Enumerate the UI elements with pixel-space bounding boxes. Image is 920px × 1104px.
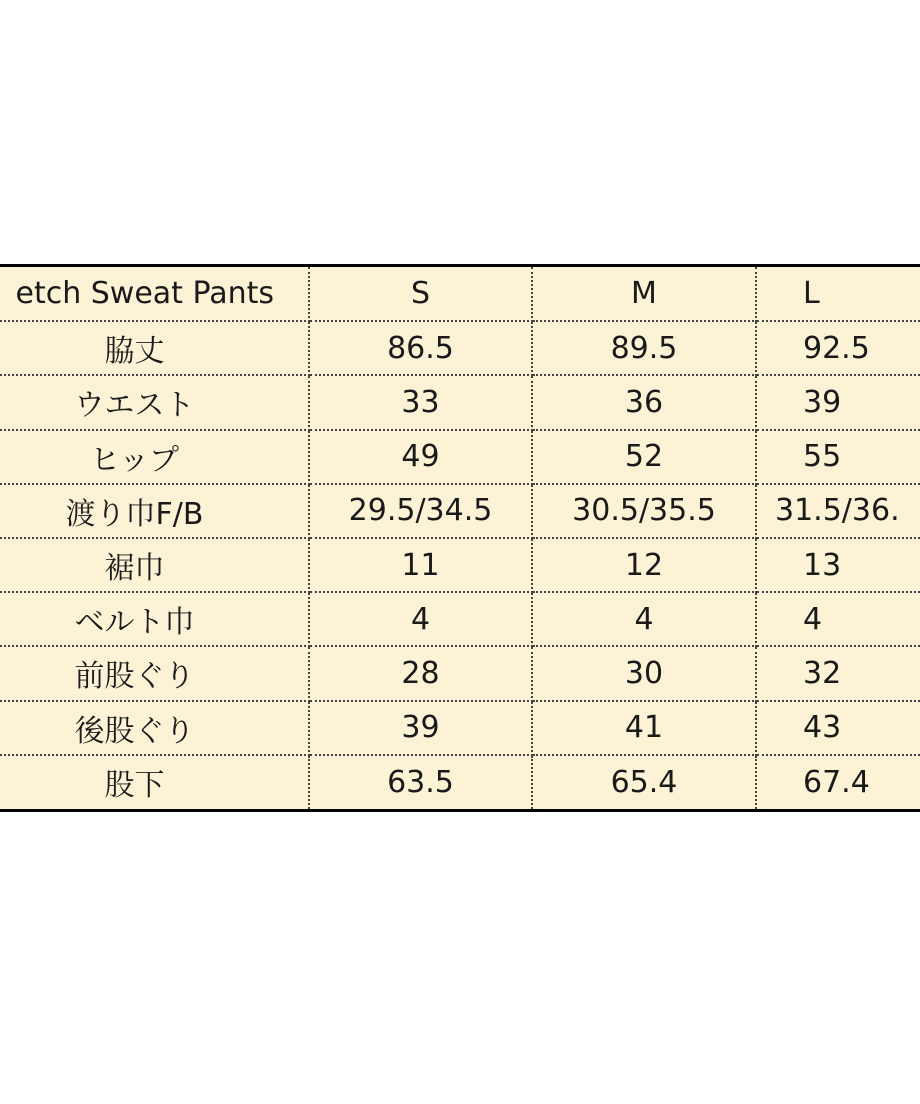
row-label — [0, 375, 309, 429]
row-label — [0, 484, 309, 538]
value-l: 92.5 — [756, 321, 920, 375]
value-m: 41 — [532, 701, 756, 755]
row-label — [0, 646, 309, 700]
value-m: 65.4 — [532, 755, 756, 809]
value-m: 4 — [532, 592, 756, 646]
value-l: 32 — [756, 646, 920, 700]
value-s: 29.5/34.5 — [309, 484, 532, 538]
row-label-text: 股下 — [104, 768, 165, 804]
size-table — [0, 267, 920, 809]
size-header-s: S — [309, 267, 532, 321]
table-row — [0, 484, 920, 538]
row-label — [0, 538, 309, 592]
row-label — [0, 592, 309, 646]
row-label-text: 渡り巾F/B — [65, 496, 204, 532]
table-row — [0, 375, 920, 429]
value-s: 28 — [309, 646, 532, 700]
size-header-l: L — [756, 267, 920, 321]
value-s: 86.5 — [309, 321, 532, 375]
row-label-text: 脇丈 — [104, 334, 165, 370]
row-label — [0, 430, 309, 484]
table-row — [0, 592, 920, 646]
value-l: 4 — [756, 592, 920, 646]
value-s: 63.5 — [309, 755, 532, 809]
value-m: 36 — [532, 375, 756, 429]
value-l: 13 — [756, 538, 920, 592]
value-l: 67.4 — [803, 764, 870, 800]
value-s: 11 — [309, 538, 532, 592]
value-m: 30.5/35.5 — [532, 484, 756, 538]
value-m: 12 — [532, 538, 756, 592]
value-m: 89.5 — [532, 321, 756, 375]
value-s: 33 — [309, 375, 532, 429]
table-row — [0, 646, 920, 700]
value-l: 43 — [756, 701, 920, 755]
value-s: 49 — [309, 430, 532, 484]
row-label-text: 後股ぐり — [74, 713, 195, 749]
row-label-text: ウエスト — [74, 388, 195, 424]
value-l: 55 — [756, 430, 920, 484]
product-title: etch Sweat Pants — [0, 267, 309, 321]
value-s: 39 — [309, 701, 532, 755]
size-chart — [0, 264, 920, 812]
row-label — [0, 321, 309, 375]
row-label-text: ヒップ — [89, 442, 180, 478]
value-l: 39 — [756, 375, 920, 429]
table-row — [0, 321, 920, 375]
table-row — [0, 701, 920, 755]
value-s: 4 — [309, 592, 532, 646]
row-label-text: 前股ぐり — [74, 659, 195, 695]
row-label — [0, 755, 309, 809]
value-l: 31.5/36. — [756, 484, 920, 538]
table-row — [0, 538, 920, 592]
row-label-text: 裾巾 — [104, 551, 165, 587]
row-label-text: ベルト巾 — [74, 605, 195, 641]
value-m: 30 — [532, 646, 756, 700]
header-row — [0, 267, 920, 321]
value-m: 52 — [532, 430, 756, 484]
size-header-m: M — [532, 267, 756, 321]
table-row — [0, 755, 920, 809]
row-label — [0, 701, 309, 755]
table-row — [0, 430, 920, 484]
